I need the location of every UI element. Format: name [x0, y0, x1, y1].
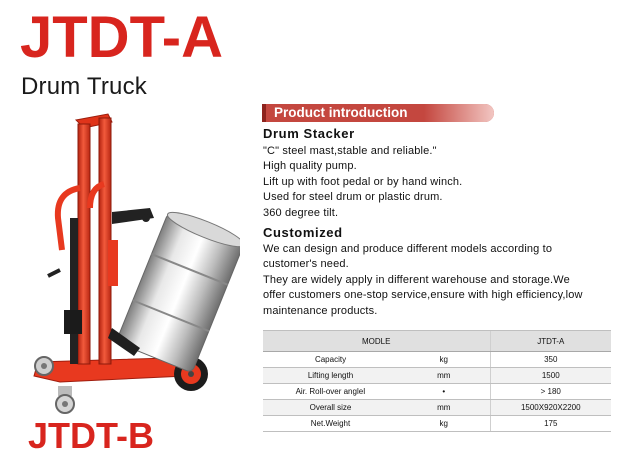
model-title: JTDT-A [20, 5, 223, 70]
spec-unit: kg [398, 352, 490, 368]
header-model-name: JTDT-A [490, 331, 611, 352]
section-heading-drum-stacker: Drum Stacker [263, 126, 355, 141]
description-line: They are widely apply in different warehouse and storage.We [263, 273, 570, 286]
spec-value: 1500 [490, 368, 611, 384]
customized-description [263, 242, 633, 319]
product-name: Drum Truck [21, 73, 148, 100]
table-row [263, 400, 611, 416]
spec-unit: kg [398, 416, 490, 432]
description-line: We can design and produce different models according to [263, 243, 553, 255]
spec-name: Net.Weight [263, 416, 398, 432]
drum-truck-illustration [0, 100, 240, 428]
description-line: offer customers one-stop service,ensure with high efficiency,low [263, 289, 583, 302]
feature-line: High quality pump. [263, 160, 357, 173]
caster-wheel [56, 386, 74, 413]
spec-name: Lifting length [263, 368, 398, 384]
section-heading-customized: Customized [263, 225, 343, 240]
spec-name: Overall size [263, 400, 398, 416]
rear-wheel [35, 357, 53, 375]
table-row [263, 384, 611, 400]
spec-unit: mm [398, 400, 490, 416]
spec-name: Air. Roll-over angleI [263, 384, 398, 400]
table-row [263, 368, 611, 384]
table-row [263, 416, 611, 432]
spec-value: 1500X920X2200 [490, 400, 611, 416]
spec-unit: • [398, 384, 490, 400]
banner-gradient-decoration [424, 104, 494, 122]
next-model-title-partial: JTDT-B [28, 415, 154, 456]
specification-table [263, 330, 611, 432]
spec-value: 175 [490, 416, 611, 432]
description-line: maintenance products. [263, 304, 378, 317]
product-introduction-banner [262, 104, 494, 122]
feature-line: Used for steel drum or plastic drum. [263, 191, 443, 204]
table-row [263, 352, 611, 368]
header-modle: MODLE [263, 331, 490, 352]
feature-line: "C" steel mast,stable and reliable." [263, 145, 437, 157]
feature-line: Lift up with foot pedal or by hand winch. [263, 175, 463, 188]
drum-stacker-features [263, 144, 633, 221]
spec-value: > 180 [490, 384, 611, 400]
table-header-row [263, 331, 611, 352]
description-line: customer's need. [263, 258, 349, 271]
spec-name: Capacity [263, 352, 398, 368]
spec-value: 350 [490, 352, 611, 368]
spec-unit: mm [398, 368, 490, 384]
feature-line: 360 degree tilt. [263, 206, 339, 219]
banner-label: Product introduction [274, 105, 408, 120]
